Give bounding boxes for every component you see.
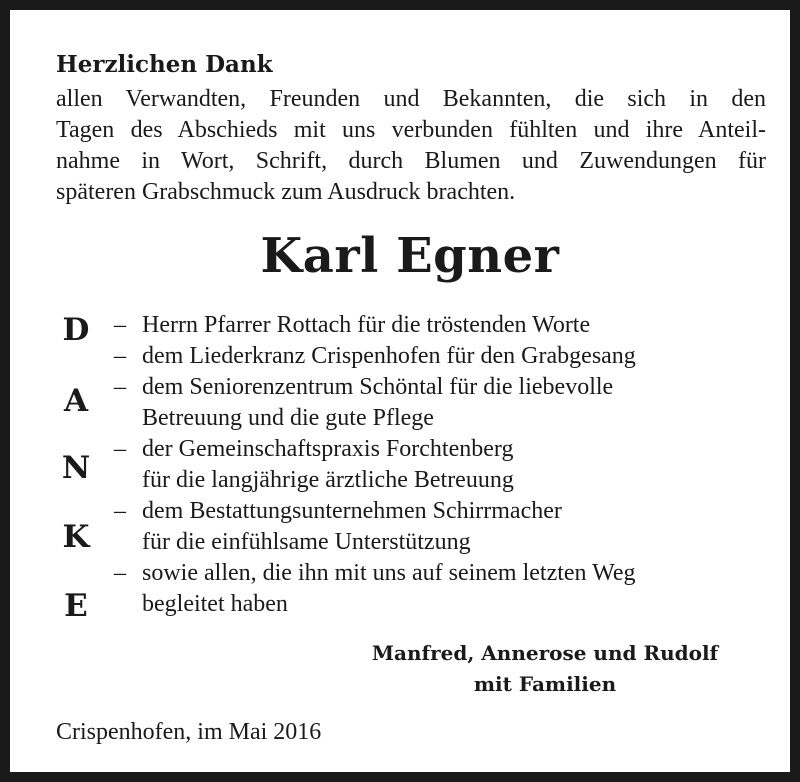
dash: – bbox=[114, 312, 126, 338]
thanks-item bbox=[114, 310, 754, 341]
intro-line: Tagen des Abschieds mit uns verbunden fühlten und ihre Anteil- bbox=[56, 117, 766, 143]
place-date: Crispenhofen, im Mai 2016 bbox=[56, 719, 322, 745]
signature-line: Manfred, Annerose und Rudolf bbox=[371, 641, 719, 665]
thanks-item bbox=[114, 372, 754, 434]
thanks-line: Betreuung und die gute Pflege bbox=[142, 405, 434, 431]
thanks-line: dem Bestattungsunternehmen Schirrmacher bbox=[142, 498, 562, 524]
dash: – bbox=[114, 560, 126, 586]
thanks-line: Herrn Pfarrer Rottach für die tröstenden Worte bbox=[142, 312, 591, 338]
intro-paragraph bbox=[56, 84, 766, 208]
intro-line: allen Verwandten, Freunden und Bekannten, die sich in den bbox=[56, 86, 766, 112]
thanks-line: für die einfühlsame Unterstützung bbox=[142, 529, 471, 555]
dash: – bbox=[114, 498, 126, 524]
heading: Herzlichen Dank bbox=[56, 51, 273, 78]
thanks-line: für die langjährige ärztliche Betreuung bbox=[142, 467, 514, 493]
danke-letter-n: N bbox=[61, 450, 91, 486]
danke-letter-d: D bbox=[62, 312, 90, 348]
dash: – bbox=[114, 374, 126, 400]
signature-line: mit Familien bbox=[473, 672, 617, 696]
dash: – bbox=[114, 436, 126, 462]
thanks-line: sowie allen, die ihn mit uns auf seinem letzten Weg bbox=[142, 560, 636, 586]
thanks-item bbox=[114, 341, 754, 372]
thanks-line: begleitet haben bbox=[142, 591, 288, 617]
thanks-line: der Gemeinschaftspraxis Forchtenberg bbox=[142, 436, 514, 462]
thanks-item bbox=[114, 558, 754, 620]
danke-letter-e: E bbox=[64, 588, 88, 624]
intro-line: nahme in Wort, Schrift, durch Blumen und Zuwendungen für bbox=[56, 148, 766, 174]
intro-line: späteren Grabschmuck zum Ausdruck brachten. bbox=[56, 179, 516, 205]
thanks-line: dem Seniorenzentrum Schöntal für die liebevolle bbox=[142, 374, 614, 400]
danke-letter-a: A bbox=[63, 383, 89, 419]
deceased-name: Karl Egner bbox=[260, 228, 560, 284]
dash: – bbox=[114, 343, 126, 369]
thanks-item bbox=[114, 496, 754, 558]
signature bbox=[330, 638, 760, 700]
thanks-item bbox=[114, 434, 754, 496]
danke-letter-k: K bbox=[62, 519, 90, 555]
thanks-list bbox=[114, 310, 754, 620]
thanks-line: dem Liederkranz Crispenhofen für den Grabgesang bbox=[142, 343, 636, 369]
